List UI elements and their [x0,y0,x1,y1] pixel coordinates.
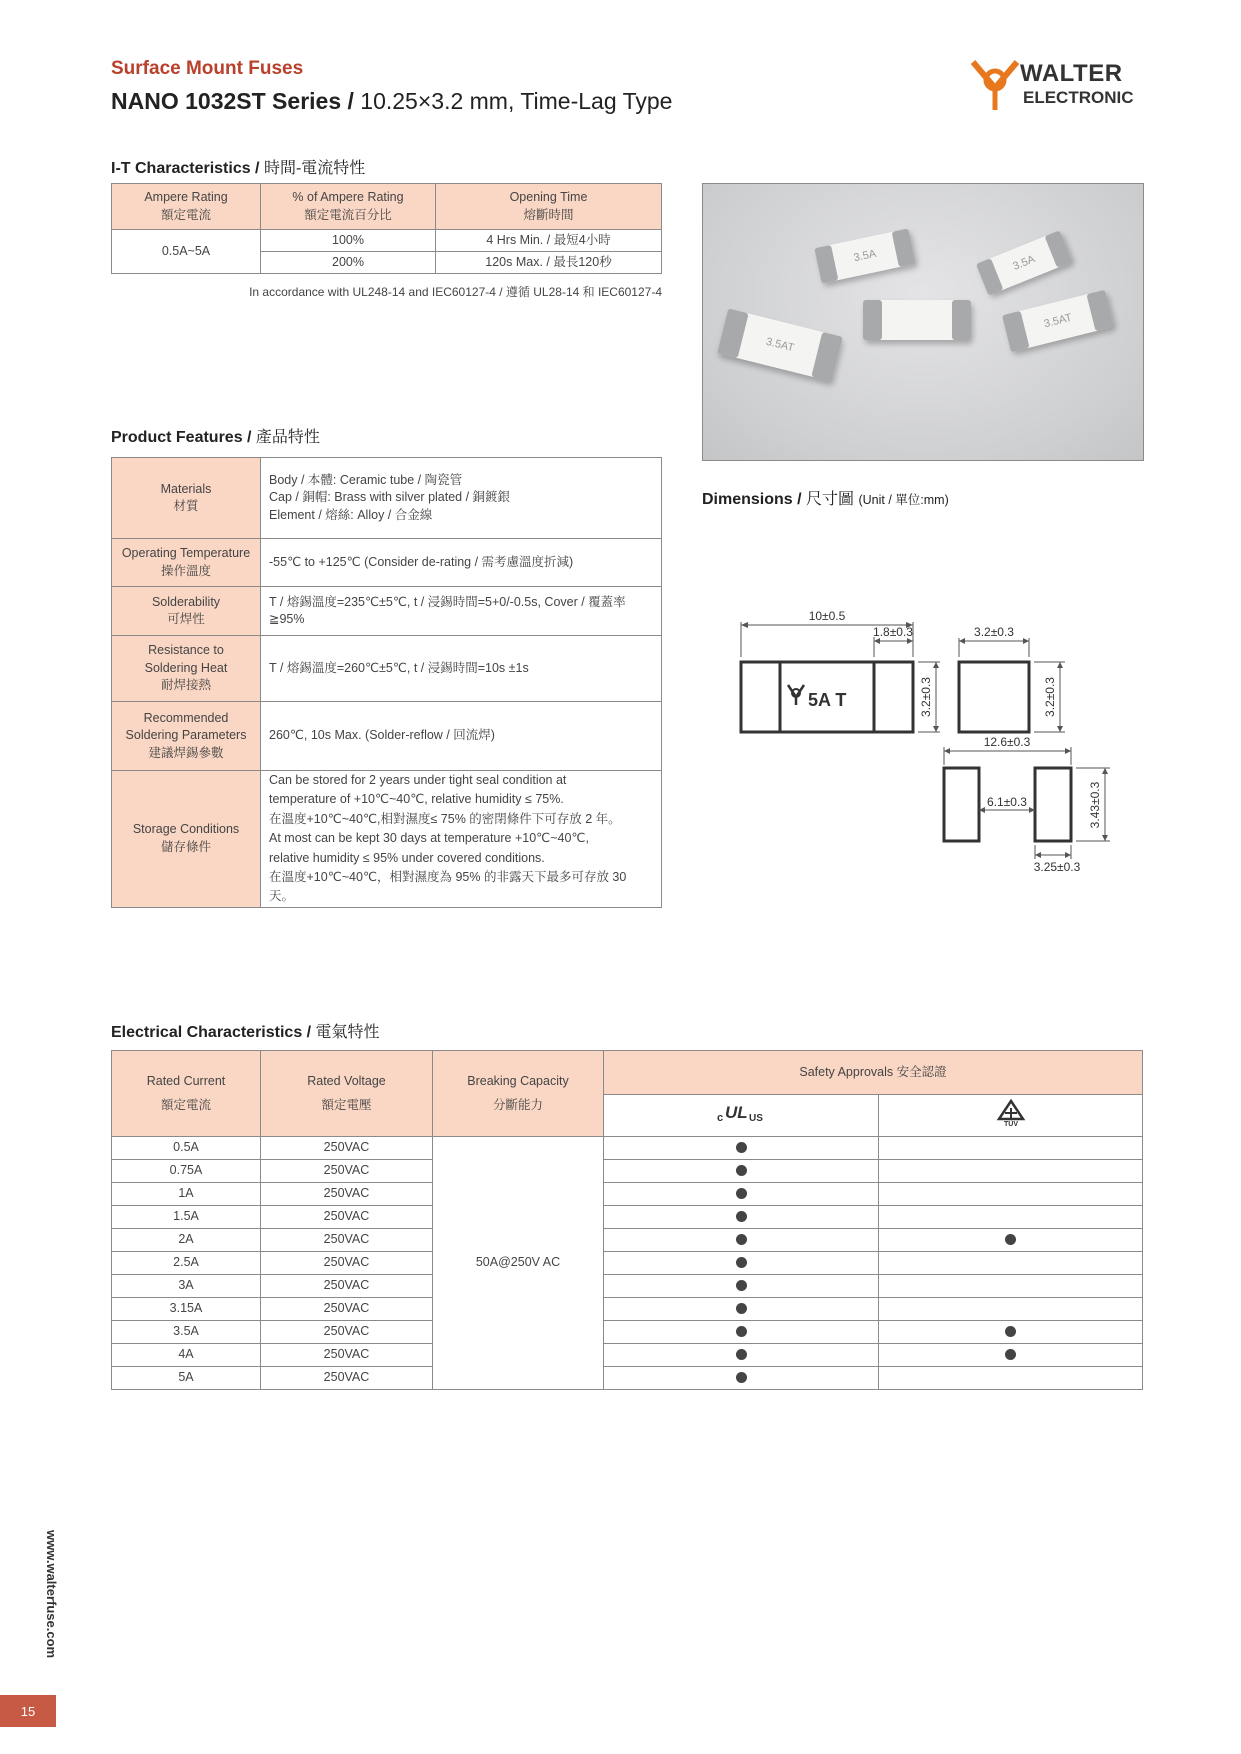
tuv-approval-cell [879,1367,1143,1390]
table-row [112,1298,1143,1321]
rated-voltage-cell: 250VAC [261,1183,433,1206]
approval-dot-icon [736,1142,747,1153]
fuse-image: 3.5A [976,230,1072,295]
dimension-drawing [700,595,1150,875]
ul-approval-cell [604,1206,879,1229]
fuse-image [863,300,971,340]
walter-logo-icon [970,58,1020,112]
dim-height-label: 3.2±0.3 [919,677,933,717]
tuv-approval-cell [879,1252,1143,1275]
tuv-approval-cell [879,1229,1143,1252]
dim-length-label: 10±0.5 [808,609,846,623]
fuse-image: 3.5AT [717,308,843,381]
tuv-approval-cell [879,1298,1143,1321]
approval-dot-icon [736,1165,747,1176]
category-title: Surface Mount Fuses [111,58,304,79]
rated-voltage-cell: 250VAC [261,1229,433,1252]
approval-dot-icon [1005,1234,1016,1245]
dim-end-width-label: 3.2±0.3 [974,625,1014,639]
elec-header-current: Rated Current 額定電流 [112,1051,261,1137]
ul-approval-cell [604,1321,879,1344]
brand-line1: WALTER [1020,60,1123,87]
electrical-section-title: Electrical Characteristics / 電氣特性 [111,1024,380,1041]
it-note: In accordance with UL248-14 and IEC60127-4 / 遵循 UL28-14 和 IEC60127-4 [249,285,662,299]
ul-approval-cell [604,1298,879,1321]
feature-label: Recommended Soldering Parameters 建議焊錫參數 [112,702,261,771]
ul-approval-cell [604,1252,879,1275]
dim-cap-label: 1.8±0.3 [873,625,913,639]
rated-voltage-cell: 250VAC [261,1160,433,1183]
it-percent-cell: 100% [261,230,436,252]
rated-voltage-cell: 250VAC [261,1252,433,1275]
dim-pad-span-label: 12.6±0.3 [983,735,1031,749]
feature-value: T / 熔錫溫度=260℃±5℃, t / 浸錫時間=10s ±1s [261,636,662,702]
walter-logo [970,58,1150,114]
fuse-marking: 5A T [808,690,847,710]
tuv-mark-header [879,1095,1143,1137]
ul-approval-cell [604,1275,879,1298]
table-row [112,1183,1143,1206]
breaking-capacity-cell: 50A@250V AC [433,1137,604,1390]
it-table [111,183,662,274]
approval-dot-icon [736,1372,747,1383]
svg-text:US: US [749,1112,763,1124]
table-row [112,1321,1143,1344]
tuv-approval-cell [879,1275,1143,1298]
feature-label: Solderability 可焊性 [112,587,261,636]
approval-dot-icon [1005,1349,1016,1360]
ul-approval-cell [604,1229,879,1252]
feature-value: T / 熔錫溫度=235℃±5℃, t / 浸錫時間=5+0/-0.5s, Cover / 覆蓋率 ≧95% [261,587,662,636]
table-row [112,1275,1143,1298]
it-section-title: I-T Characteristics / 時間-電流特性 [111,160,366,177]
tuv-approval-cell [879,1160,1143,1183]
ul-approval-cell [604,1344,879,1367]
ul-mark-header [604,1095,879,1137]
elec-header-voltage: Rated Voltage 額定電壓 [261,1051,433,1137]
rated-current-cell: 0.75A [112,1160,261,1183]
dim-pad-height-label: 3.43±0.3 [1088,781,1102,829]
table-row [112,1344,1143,1367]
rated-current-cell: 5A [112,1367,261,1390]
rated-current-cell: 3.5A [112,1321,261,1344]
tuv-approval-cell [879,1206,1143,1229]
it-rating-cell: 0.5A~5A [112,230,261,274]
feature-value: Can be stored for 2 years under tight seal condition at temperature of +10℃~40℃, relative humidity ≤ 75%. 在溫度+10℃~40℃,相對濕度≤ 75% 的密閉條件下可存放 2 年。 At most can be kept 30 days at temperature +10℃~40℃, relative humidity ≤ 95% under covered conditions. 在溫度+10℃~40℃，相對濕度為 95% 的非露天下最多可存放 30 天。 [261,771,662,908]
rated-current-cell: 3.15A [112,1298,261,1321]
approval-dot-icon [736,1188,747,1199]
feature-label: Materials 材質 [112,458,261,539]
rated-voltage-cell: 250VAC [261,1344,433,1367]
svg-text:c: c [717,1111,724,1124]
tuv-approval-cell [879,1137,1143,1160]
dim-pad-gap-label: 6.1±0.3 [987,795,1027,809]
feature-value: 260℃, 10s Max. (Solder-reflow / 回流焊) [261,702,662,771]
website-text: www.walterfuse.com [44,1530,59,1659]
tuv-approval-cell [879,1321,1143,1344]
rated-voltage-cell: 250VAC [261,1206,433,1229]
tuv-icon [996,1099,1026,1127]
table-row [112,1206,1143,1229]
series-title: NANO 1032ST Series / 10.25×3.2 mm, Time-Lag Type [111,88,673,114]
it-header-time: Opening Time 熔斷時間 [436,184,662,230]
it-time-cell: 4 Hrs Min. / 最短4小時 [436,230,662,252]
elec-header-safety: Safety Approvals 安全認證 [604,1051,1143,1095]
rated-current-cell: 2A [112,1229,261,1252]
table-row [112,1229,1143,1252]
ul-approval-cell [604,1183,879,1206]
table-row [112,1160,1143,1183]
dimensions-section-title: Dimensions / 尺寸圖 (Unit / 單位:mm) [702,491,949,508]
table-row [112,1137,1143,1160]
brand-line2: ELECTRONIC [1023,88,1134,107]
approval-dot-icon [736,1326,747,1337]
fuse-image: 3.5A [814,228,915,283]
rated-current-cell: 1.5A [112,1206,261,1229]
approval-dot-icon [736,1280,747,1291]
electrical-table [111,1050,1143,1390]
feature-label: Operating Temperature 操作溫度 [112,539,261,587]
product-photo [702,183,1144,461]
dim-end-height-label: 3.2±0.3 [1043,677,1057,717]
rated-voltage-cell: 250VAC [261,1367,433,1390]
rated-voltage-cell: 250VAC [261,1275,433,1298]
rated-current-cell: 2.5A [112,1252,261,1275]
feature-value: Body / 本體: Ceramic tube / 陶瓷管 Cap / 銅帽: Brass with silver plated / 銅鍍銀 Element / 熔絲: Alloy / 合金線 [261,458,662,539]
features-section-title: Product Features / 產品特性 [111,429,320,446]
approval-dot-icon [1005,1326,1016,1337]
approval-dot-icon [736,1234,747,1245]
page-number: 15 [0,1695,56,1727]
fuse-image: 3.5AT [1002,290,1114,353]
cul-us-icon [715,1101,767,1125]
dim-pad-width-label: 3.25±0.3 [1033,860,1081,874]
tuv-approval-cell [879,1183,1143,1206]
ul-approval-cell [604,1137,879,1160]
svg-text:TÜV: TÜV [1003,1120,1018,1127]
rated-voltage-cell: 250VAC [261,1137,433,1160]
ul-approval-cell [604,1160,879,1183]
table-row [112,1367,1143,1390]
rated-current-cell: 0.5A [112,1137,261,1160]
it-header-percent: % of Ampere Rating 額定電流百分比 [261,184,436,230]
it-percent-cell: 200% [261,252,436,274]
approval-dot-icon [736,1349,747,1360]
rated-current-cell: 4A [112,1344,261,1367]
it-header-rating: Ampere Rating 額定電流 [112,184,261,230]
approval-dot-icon [736,1303,747,1314]
approval-dot-icon [736,1211,747,1222]
rated-voltage-cell: 250VAC [261,1321,433,1344]
ul-approval-cell [604,1367,879,1390]
feature-label: Storage Conditions 儲存條件 [112,771,261,908]
feature-value: -55℃ to +125℃ (Consider de-rating / 需考慮溫度折減) [261,539,662,587]
svg-text:UL: UL [725,1102,748,1122]
rated-current-cell: 3A [112,1275,261,1298]
approval-dot-icon [736,1257,747,1268]
it-time-cell: 120s Max. / 最長120秒 [436,252,662,274]
feature-label: Resistance to Soldering Heat 耐焊接熱 [112,636,261,702]
rated-current-cell: 1A [112,1183,261,1206]
elec-header-breaking: Breaking Capacity 分斷能力 [433,1051,604,1137]
tuv-approval-cell [879,1344,1143,1367]
rated-voltage-cell: 250VAC [261,1298,433,1321]
features-table [111,457,662,908]
table-row [112,1252,1143,1275]
